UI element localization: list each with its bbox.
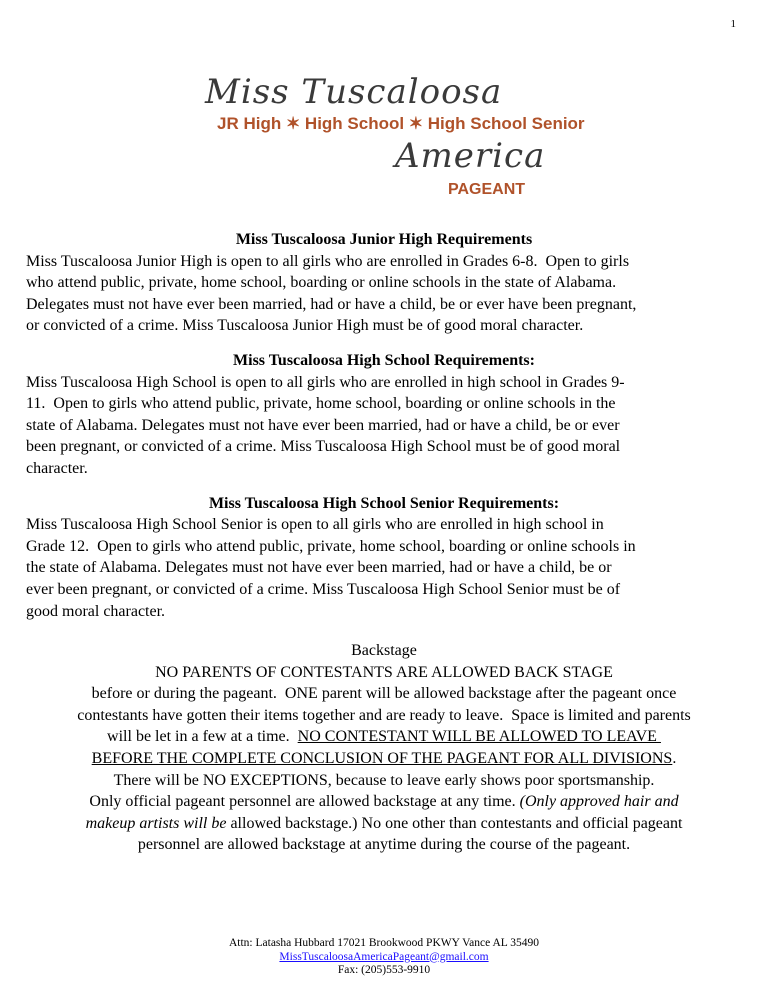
logo-pageant: PAGEANT	[448, 181, 526, 198]
section-high-school-senior	[26, 493, 742, 623]
section-body: Miss Tuscaloosa Junior High is open to all girls who are enrolled in Grades 6-8. Open to girls who attend public, private, home school, boarding or online schools in the state of Alabama. Delegates must not have ever been married, had or have a child, be or ever have been pregnant, or convicted of a crime. Miss Tuscaloosa Junior High must be of good moral character.	[26, 252, 637, 335]
backstage-title: Backstage	[351, 642, 417, 660]
backstage-text: allowed backstage.) No one other than contestants and official pageant personnel are allowed backstage at anytime during the course of the pageant.	[137, 814, 683, 854]
footer-address: Attn: Latasha Hubbard 17021 Brookwood PKWY Vance AL 35490	[228, 937, 540, 949]
section-body: Miss Tuscaloosa High School Senior is open to all girls who are enrolled in high school in Grade 12. Open to girls who attend public, private, home school, boarding or online schools in the state of Alabama. Delegates must not have ever been married, had or have a child, be or ever been pregnant, or convicted of a crime. Miss Tuscaloosa High School Senior must be of good moral character.	[26, 516, 636, 620]
logo-divisions: JR High ✶ High School ✶ High School Senior	[217, 114, 585, 133]
footer-email-link[interactable]: MissTuscaloosaAmericaPageant@gmail.com	[279, 950, 489, 963]
document-body	[26, 229, 742, 856]
section-backstage	[26, 640, 742, 856]
section-heading: Miss Tuscaloosa High School Senior Requirements:	[208, 494, 560, 512]
section-junior-high	[26, 229, 742, 337]
footer-fax: Fax: (205)553-9910	[337, 964, 431, 976]
backstage-rule: NO PARENTS OF CONTESTANTS ARE ALLOWED BACK STAGE	[155, 663, 613, 681]
section-heading: Miss Tuscaloosa Junior High Requirements	[235, 231, 533, 248]
logo-miss-tuscaloosa: Miss Tuscaloosa	[205, 72, 503, 112]
section-body: Miss Tuscaloosa High School is open to all girls who are enrolled in high school in Grades 9- 11. Open to girls who attend public, private, home school, boarding or online schools in the state of Alabama. Delegates must not have ever been married, had or have a child, be or ever been pregnant, or convicted of a crime. Miss Tuscaloosa High School must be of good moral character.	[26, 373, 625, 477]
backstage-text: before or during the pageant. ONE parent will be allowed backstage after the pageant once contestants have gotten their items together and are ready to leave. Space is limited and parents will be let in a few at a time.	[77, 685, 691, 746]
pageant-logo	[195, 72, 590, 207]
section-heading: Miss Tuscaloosa High School Requirements:	[233, 351, 535, 369]
backstage-body	[26, 683, 742, 856]
backstage-text: . There will be NO EXCEPTIONS, because to leave early shows poor sportsmanship. Only official pageant personnel are allowed backstage at any time.	[89, 750, 677, 811]
backstage-underlined-rule: NO CONTESTANT WILL BE ALLOWED TO LEAVE BEFORE THE COMPLETE CONCLUSION OF THE PAGEANT FOR ALL DIVISIONS	[91, 728, 673, 768]
backstage-italic-note: (Only approved hair and makeup artists will be	[85, 793, 679, 832]
page-number: 1	[730, 18, 736, 30]
footer	[0, 937, 768, 978]
section-high-school	[26, 350, 742, 480]
logo-america: America	[395, 136, 546, 176]
